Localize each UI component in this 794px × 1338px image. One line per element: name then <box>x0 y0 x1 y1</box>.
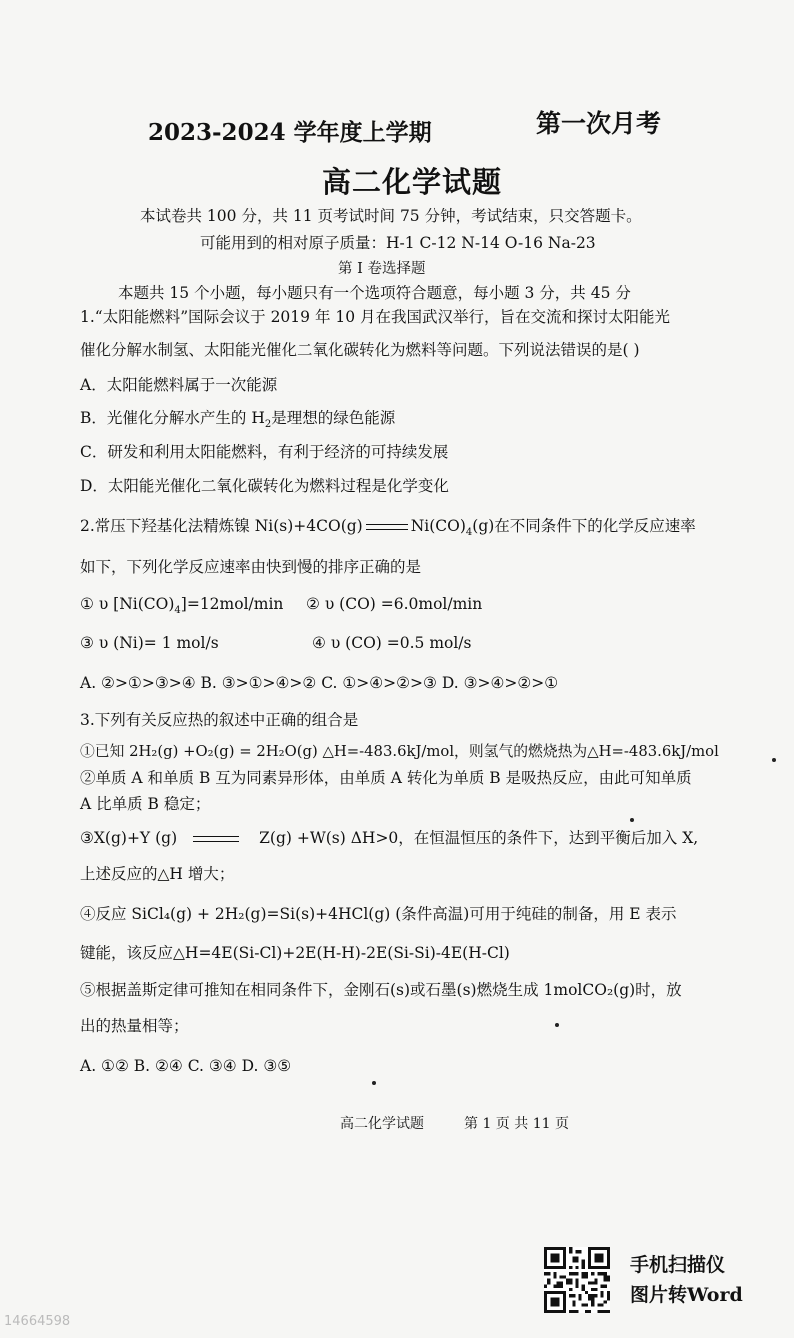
watermark-id: 14664598 <box>4 1314 71 1329</box>
q2-stem-line1: 2.常压下羟基化法精炼镍 Ni(s)+4CO(g) $Ni(CO)_4(g)$在不同条件下的化学反应速率 <box>80 517 696 539</box>
q1-option-b: B．光催化分解水产生的 $H_2$是理想的绿色能源 <box>80 409 396 431</box>
q3-statement-3b: 上述反应的△H 增大； <box>80 865 235 883</box>
reversible-arrow-icon <box>366 520 408 534</box>
scan-speck <box>772 758 776 762</box>
page-footer: 高二化学试题 第 1 页 共 11 页 <box>340 1116 569 1132</box>
scanner-brand-line2: 图片转Word <box>630 1284 743 1306</box>
subject-title: 高二化学试题 <box>322 165 503 199</box>
q3-statement-4b: 键能，该反应△H=4E(Si-Cl)+2E(H-H)-2E(Si-Si)-4E(H-Cl) <box>80 944 510 962</box>
q2-stem-line2: 如下，下列化学反应速率由快到慢的排序正确的是 <box>80 558 422 576</box>
q3-statement-2a: ②单质 A 和单质 B 互为同素异形体，由单质 A 转化为单质 B 是吸热反应，由此可知单质 <box>80 769 692 787</box>
q1-option-d: D．太阳能光催化二氧化碳转化为燃料过程是化学变化 <box>80 477 449 495</box>
q2-rate-4: ④ υ (CO) =0.5 mol/s <box>312 634 472 652</box>
q2-rate-1: ① υ $[Ni(CO)_4]=12mol/\min$ <box>80 595 284 617</box>
q3-statement-1: ①已知 2H₂(g) +O₂(g) = 2H₂O(g) △H=-483.6kJ/mol，则氢气的燃烧热为△H=-483.6kJ/mol <box>80 743 719 760</box>
q3-statement-2b: A 比单质 B 稳定； <box>80 795 211 813</box>
section-instructions: 本题共 15 个小题，每小题只有一个选项符合题意，每小题 3 分，共 45 分 <box>118 284 631 302</box>
q3-statement-5a: ⑤根据盖斯定律可推知在相同条件下，金刚石(s)或石墨(s)燃烧生成 1molCO₂(g)时，放 <box>80 981 682 999</box>
q1-option-a: A．太阳能燃料属于一次能源 <box>80 376 278 394</box>
q3-stem: 3.下列有关反应热的叙述中正确的组合是 <box>80 711 359 729</box>
scan-speck <box>555 1023 559 1027</box>
q2-rate-2: ② υ (CO) =6.0mol/min <box>306 595 483 613</box>
q3-statement-5b: 出的热量相等； <box>80 1017 189 1035</box>
q3-options: A. ①② B. ②④ C. ③④ D. ③⑤ <box>80 1057 292 1075</box>
q3-statement-4a: ④反应 SiCl₄(g) + 2H₂(g)=Si(s)+4HCl(g) (条件高温)可用于纯硅的制备，用 E 表示 <box>80 905 677 923</box>
exam-title: 第一次月考 <box>536 109 662 138</box>
section-heading: 第 I 卷选择题 <box>338 261 426 277</box>
scan-speck <box>630 818 634 822</box>
q3-statement-3a: ③X(g)+Y (g) Z(g) +W(s) ΔH>0，在恒温恒压的条件下，达到平衡后加入 X, <box>80 829 699 847</box>
reversible-arrow-icon <box>193 832 239 846</box>
q2-rate-3: ③ υ (Ni)= 1 mol/s <box>80 634 219 652</box>
qr-code-icon <box>544 1247 610 1313</box>
q1-option-c: C．研发和利用太阳能燃料，有利于经济的可持续发展 <box>80 443 449 461</box>
q1-stem-line1: 1.“太阳能燃料”国际会议于 2019 年 10 月在我国武汉举行，旨在交流和探讨太阳能光 <box>80 308 671 326</box>
term-title: 2023-2024 学年度上学期 <box>148 119 432 146</box>
atomic-mass-line: 可能用到的相对原子质量：H-1 C-12 N-14 O-16 Na-23 <box>200 234 596 252</box>
q1-stem-line2: 催化分解水制氢、太阳能光催化二氧化碳转化为燃料等问题。下列说法错误的是( ) <box>80 341 640 359</box>
exam-info: 本试卷共 100 分，共 11 页考试时间 75 分钟，考试结束，只交答题卡。 <box>140 207 642 225</box>
scanner-brand-line1: 手机扫描仪 <box>630 1254 726 1276</box>
q2-options: A. ②>①>③>④ B. ③>①>④>② C. ①>④>②>③ D. ③>④>②>① <box>80 674 559 692</box>
scan-speck <box>372 1081 376 1085</box>
